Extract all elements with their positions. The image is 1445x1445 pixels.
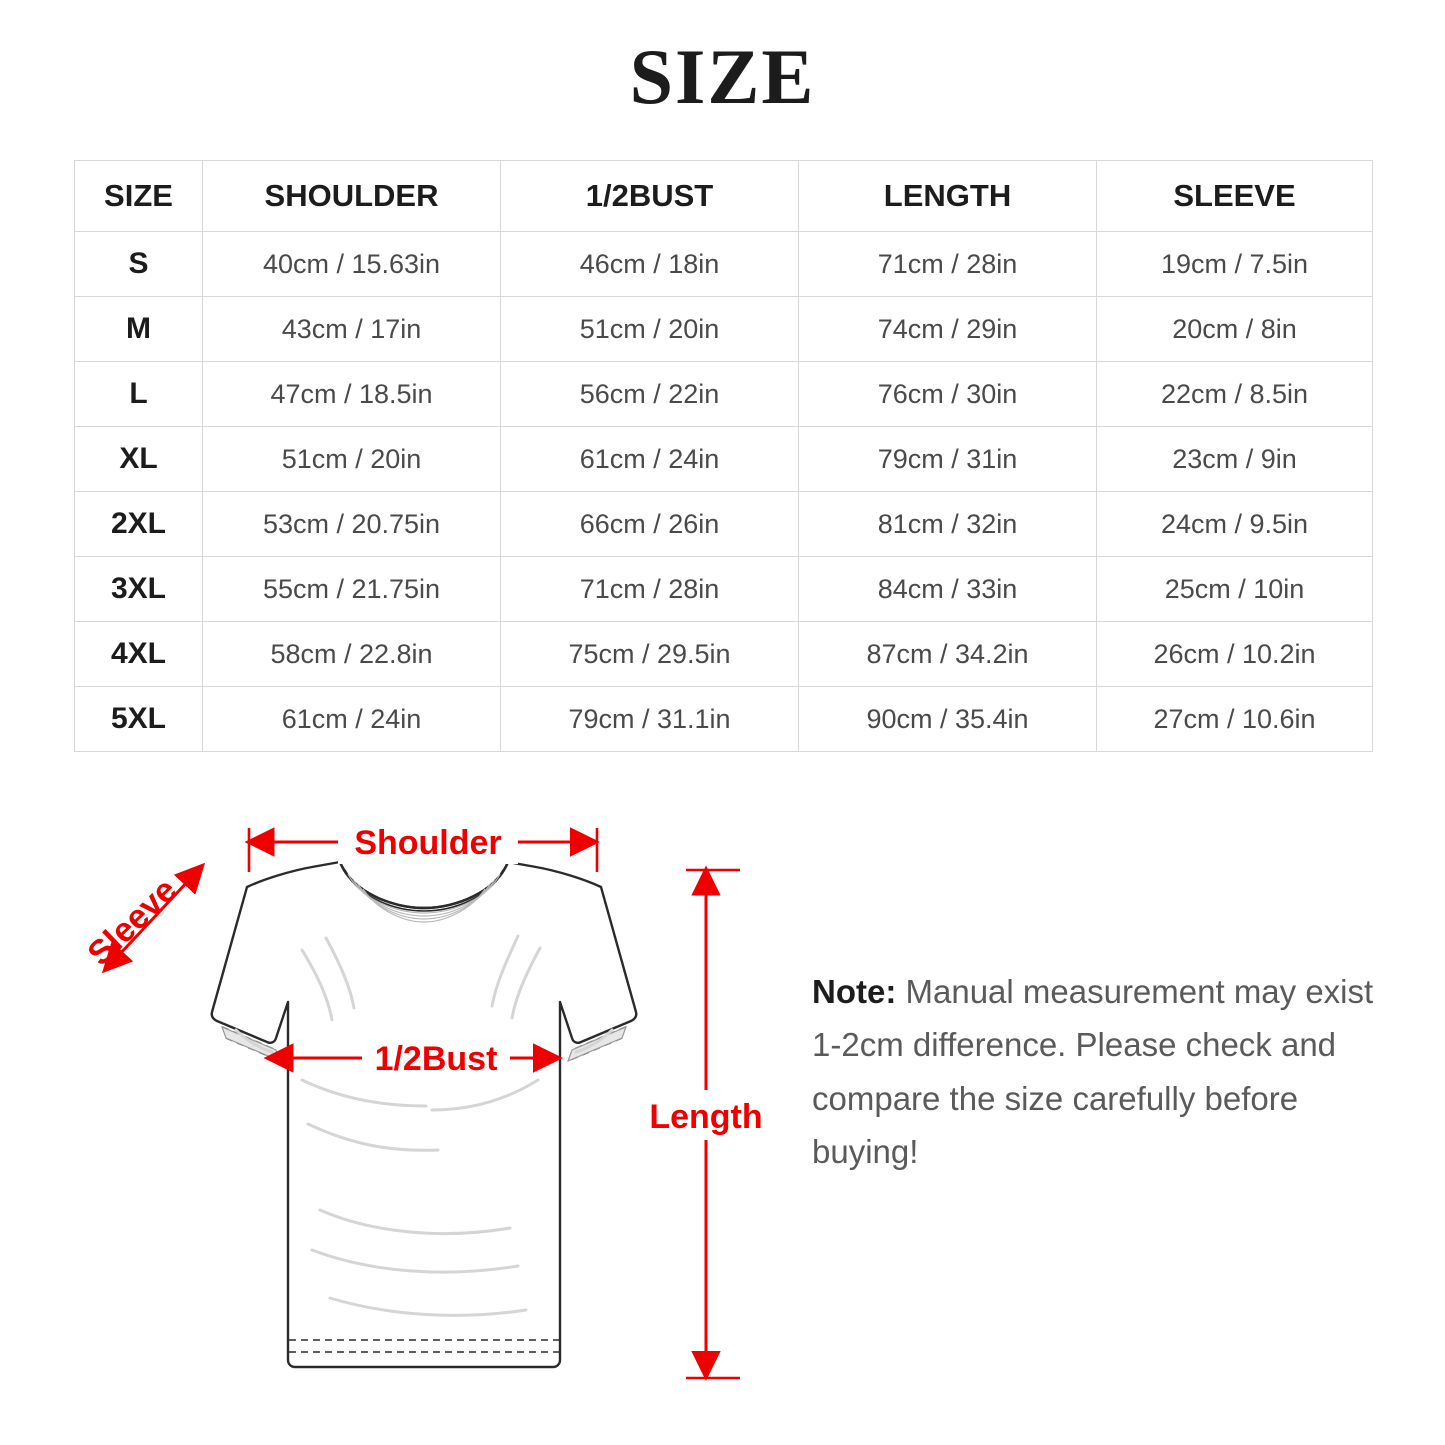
cell-size: 2XL <box>75 492 203 557</box>
length-label: Length <box>649 1098 763 1136</box>
size-table <box>74 160 1373 752</box>
table-header <box>75 161 1373 232</box>
table-row <box>75 427 1373 492</box>
cell-bust: 46cm / 18in <box>501 232 799 297</box>
cell-sleeve: 27cm / 10.6in <box>1097 687 1373 752</box>
table-body <box>75 232 1373 752</box>
cell-sleeve: 26cm / 10.2in <box>1097 622 1373 687</box>
cell-length: 79cm / 31in <box>799 427 1097 492</box>
column-header-bust: 1/2BUST <box>501 161 799 232</box>
cell-length: 74cm / 29in <box>799 297 1097 362</box>
cell-bust: 56cm / 22in <box>501 362 799 427</box>
column-header-size: SIZE <box>75 161 203 232</box>
tshirt-measurement-diagram <box>40 780 800 1420</box>
cell-shoulder: 53cm / 20.75in <box>203 492 501 557</box>
page-title: SIZE <box>629 33 816 120</box>
cell-length: 84cm / 33in <box>799 557 1097 622</box>
column-header-length: LENGTH <box>799 161 1097 232</box>
note-body: Manual measurement may exist 1-2cm difference. Please check and compare the size carefully before buying! <box>812 973 1374 1171</box>
cell-length: 76cm / 30in <box>799 362 1097 427</box>
note-label: Note: <box>812 973 897 1010</box>
cell-shoulder: 40cm / 15.63in <box>203 232 501 297</box>
table-row <box>75 297 1373 362</box>
table-row <box>75 232 1373 297</box>
cell-bust: 66cm / 26in <box>501 492 799 557</box>
cell-length: 87cm / 34.2in <box>799 622 1097 687</box>
cell-size: 3XL <box>75 557 203 622</box>
cell-length: 81cm / 32in <box>799 492 1097 557</box>
table-row <box>75 362 1373 427</box>
cell-sleeve: 22cm / 8.5in <box>1097 362 1373 427</box>
cell-bust: 71cm / 28in <box>501 557 799 622</box>
cell-sleeve: 19cm / 7.5in <box>1097 232 1373 297</box>
table-row <box>75 557 1373 622</box>
cell-shoulder: 55cm / 21.75in <box>203 557 501 622</box>
cell-bust: 79cm / 31.1in <box>501 687 799 752</box>
column-header-sleeve: SLEEVE <box>1097 161 1373 232</box>
cell-size: M <box>75 297 203 362</box>
cell-sleeve: 25cm / 10in <box>1097 557 1373 622</box>
cell-size: 5XL <box>75 687 203 752</box>
cell-bust: 61cm / 24in <box>501 427 799 492</box>
cell-shoulder: 51cm / 20in <box>203 427 501 492</box>
cell-shoulder: 58cm / 22.8in <box>203 622 501 687</box>
column-header-shoulder: SHOULDER <box>203 161 501 232</box>
cell-size: XL <box>75 427 203 492</box>
sleeve-label: Sleeve <box>80 870 185 974</box>
bust-label: 1/2Bust <box>374 1040 498 1078</box>
cell-shoulder: 47cm / 18.5in <box>203 362 501 427</box>
shoulder-label: Shoulder <box>354 824 502 862</box>
cell-shoulder: 61cm / 24in <box>203 687 501 752</box>
cell-bust: 75cm / 29.5in <box>501 622 799 687</box>
note-text <box>812 965 1392 1179</box>
tshirt-illustration <box>212 862 637 1367</box>
cell-size: S <box>75 232 203 297</box>
cell-length: 90cm / 35.4in <box>799 687 1097 752</box>
cell-sleeve: 23cm / 9in <box>1097 427 1373 492</box>
table-header-row <box>75 161 1373 232</box>
table-row <box>75 492 1373 557</box>
cell-sleeve: 20cm / 8in <box>1097 297 1373 362</box>
table-row <box>75 622 1373 687</box>
cell-sleeve: 24cm / 9.5in <box>1097 492 1373 557</box>
cell-bust: 51cm / 20in <box>501 297 799 362</box>
cell-size: L <box>75 362 203 427</box>
cell-size: 4XL <box>75 622 203 687</box>
table-row <box>75 687 1373 752</box>
cell-length: 71cm / 28in <box>799 232 1097 297</box>
cell-shoulder: 43cm / 17in <box>203 297 501 362</box>
